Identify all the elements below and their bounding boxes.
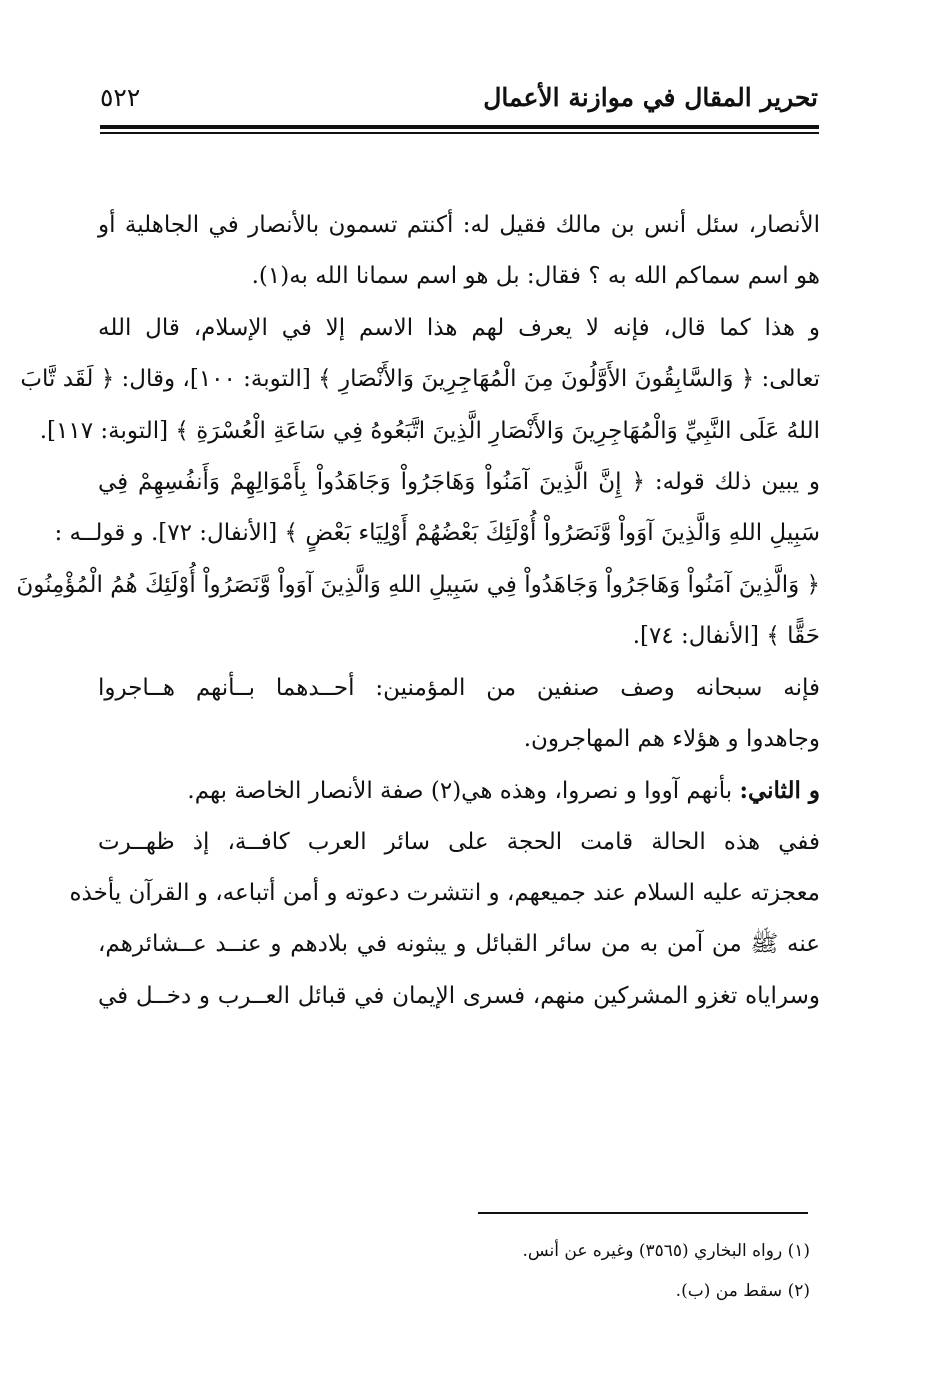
running-header [100,80,818,124]
page-number: ٥٢٢ [100,83,141,112]
text-line: معجزته عليه السلام عند جميعهم، و انتشرت دعوته و أمن أتباعه، و القرآن يأخذه [69,880,820,907]
book-title: تحرير المقال في موازنة الأعمال [483,83,818,112]
quran-verse-line: تعالى: ﴿ وَالسَّابِقُونَ الأَوَّلُونَ مِنَ الْمُهَاجِرِينَ وَالأَنْصَارِ ﴾ [التوبة: ١٠٠]، وقال: ﴿ لَقَد تَّابَ [20,366,820,393]
footnotes [478,1231,810,1311]
quran-verse-line: ﴿ وَالَّذِينَ آمَنُواْ وَهَاجَرُواْ وَجَاهَدُواْ فِي سَبِيلِ اللهِ وَالَّذِينَ آوَواْ وَّنَصَرُواْ أُوْلَئِكَ هُمُ الْمُؤْمِنُونَ [16,571,820,598]
footnote: (١) رواه البخاري (٣٥٦٥) وغيره عن أنس. [522,1241,810,1261]
text-line: عنه ﷺ من آمن به من سائر القبائل و يبثونه في بلادهم و عنــد عــشائرهم، [98,931,820,958]
quran-verse-line: اللهُ عَلَى النَّبِيِّ وَالْمُهَاجِرِينَ وَالأَنْصَارِ الَّذِينَ اتَّبَعُوهُ فِي سَاعَةِ الْعُسْرَةِ ﴾ [التوبة: ١١٧]. [39,417,820,444]
text-line: وسراياه تغزو المشركين منهم، فسرى الإيمان في قبائل العــرب و دخــل في [98,982,820,1009]
footnote: (٢) سقط من (ب). [675,1281,810,1301]
text-line: و هذا كما قال، فإنه لا يعرف لهم هذا الاسم إلا في الإسلام، قال الله [98,314,820,341]
text-line [98,765,820,816]
quran-verse-line: حَقًّا ﴾ [الأنفال: ٧٤]. [632,623,820,650]
text-line: فإنه سبحانه وصف صنفين من المؤمنين: أحــدهما بــأنهم هــاجروا [98,674,820,701]
bold-lead: و الثاني: [739,777,820,805]
footnote-separator [478,1212,808,1214]
header-rule-thick [100,125,819,129]
text-line: وجاهدوا و هؤلاء هم المهاجرون. [523,725,820,752]
text-line: الأنصار، سئل أنس بن مالك فقيل له: أكنتم تسمون بالأنصار في الجاهلية أو [98,212,820,238]
quran-verse-line: و يبين ذلك قوله: ﴿ إِنَّ الَّذِينَ آمَنُواْ وَهَاجَرُواْ وَجَاهَدُواْ بِأَمْوَالِهِمْ وَأَنفُسِهِمْ فِي [98,468,820,495]
main-text [16,200,820,1022]
text-line: هو اسم سماكم الله به ؟ فقال: بل هو اسم سمانا الله به(١). [251,263,820,290]
quran-verse-line: سَبِيلِ اللهِ وَالَّذِينَ آوَواْ وَّنَصَرُواْ أُوْلَئِكَ بَعْضُهُمْ أَوْلِيَاء بَعْضٍ ﴾ [الأنفال: ٧٢]. و قولــه : [54,520,820,547]
line-rest: بأنهم آووا و نصروا، وهذه هي(٢) صفة الأنصار الخاصة بهم. [187,778,740,805]
text-line: ففي هذه الحالة قامت الحجة على سائر العرب كافــة، إذ ظهــرت [98,828,820,855]
header-rule-thin [100,132,819,134]
